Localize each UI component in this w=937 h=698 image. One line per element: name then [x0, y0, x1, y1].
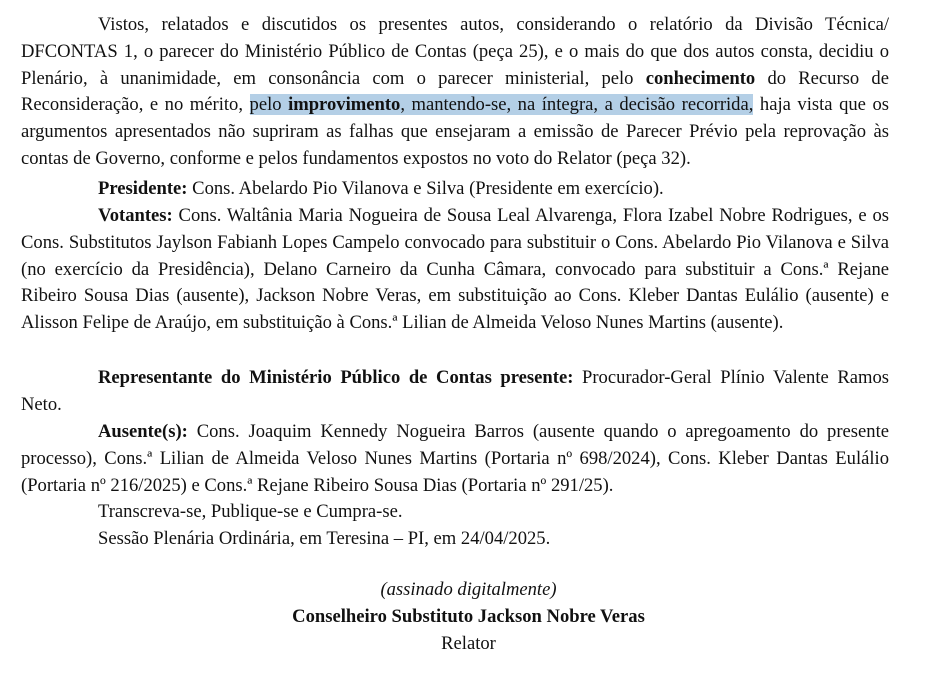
presidente-text: Cons. Abelardo Pio Vilanova e Silva (Presidente em exercício). — [187, 178, 664, 199]
representante-text: Procurador-Geral Plínio Valente Ramos Neto. — [21, 367, 889, 415]
votantes-label: Votantes: — [98, 205, 173, 226]
decision-text-3: haja vista que os argumentos apresentados não supriram as falhas que ensejaram a emissão de Parecer Prévio pela reprovação às contas de Governo, conforme e pelos fundamentos expostos no voto do Relator (peça 32). — [21, 94, 889, 169]
ausentes-label: Ausente(s): — [98, 421, 188, 442]
transcreva-paragraph: Transcreva-se, Publique-se e Cumpra-se. — [98, 501, 403, 522]
selected-text-highlight[interactable] — [250, 94, 754, 115]
presidente-paragraph — [21, 176, 889, 203]
votantes-paragraph — [21, 203, 889, 337]
decision-text-2: do Recurso de Reconsideração, e no mérito, — [21, 67, 889, 116]
highlight-text-1: pelo — [249, 94, 289, 116]
signature-note: (assinado digitalmente) — [380, 579, 557, 600]
ausentes-text: Cons. Joaquim Kennedy Nogueira Barros (ausente quando o apregoamento do presente processo), Cons.ª Lilian de Almeida Veloso Nunes Martins (Portaria nº 698/2024), Cons. Kleber Dantas Eulálio (Portaria nº 216/2025) e Cons.ª Rejane Ribeiro Sousa Dias (Portaria nº 291/25). — [21, 421, 889, 496]
decision-bold-conhecimento: conhecimento — [645, 67, 756, 89]
signature-name: Conselheiro Substituto Jackson Nobre Veras — [292, 606, 645, 627]
signature-role: Relator — [441, 633, 496, 654]
presidente-label: Presidente: — [98, 178, 188, 199]
decision-paragraph — [21, 12, 889, 173]
votantes-text: Cons. Waltânia Maria Nogueira de Sousa Leal Alvarenga, Flora Izabel Nobre Rodrigues, e os Cons. Substitutos Jaylson Fabianh Lopes Campelo convocado para substituir o Cons. Abelardo Pio Vilanova e Silva (no exercício da Presidência), Delano Carneiro da Cunha Câmara, convocado para substituir a Cons.ª Rejane Ribeiro Sousa Dias (ausente), Jackson Nobre Veras, em substituição ao Cons. Kleber Dantas Eulálio (ausente) e Alisson Felipe de Araújo, em substituição à Cons.ª Lilian de Almeida Veloso Nunes Martins (ausente). — [21, 205, 889, 334]
decision-text-1: Vistos, relatados e discutidos os presentes autos, considerando o relatório da Divisão Técnica/ DFCONTAS 1, o parecer do Ministério Público de Contas (peça 25), e o mais do que dos autos consta, decidiu o Plenário, à unanimidade, em consonância com o parecer ministerial, pelo — [21, 14, 889, 89]
sessao-paragraph: Sessão Plenária Ordinária, em Teresina – PI, em 24/04/2025. — [98, 528, 551, 549]
highlight-bold-improvimento: improvimento — [288, 94, 401, 116]
representante-label: Representante do Ministério Público de Contas presente: — [98, 367, 574, 388]
highlight-text-2: , mantendo-se, na íntegra, a decisão recorrida, — [400, 94, 754, 116]
representante-paragraph — [21, 365, 889, 419]
ausentes-paragraph — [21, 419, 889, 499]
